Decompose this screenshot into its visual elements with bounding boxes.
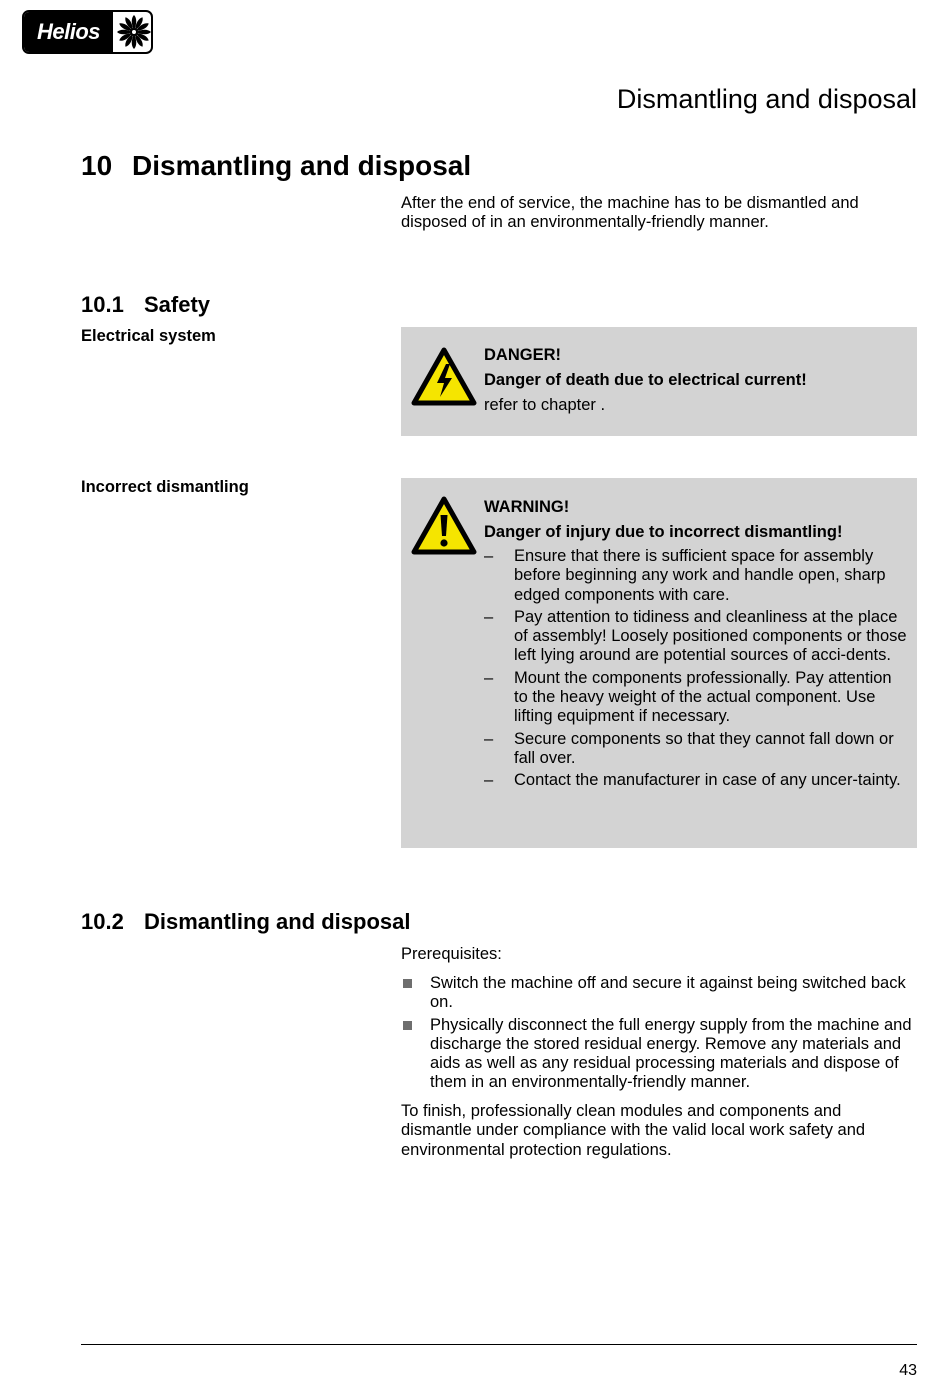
fan-icon [116,13,152,51]
section-number: 10.1 [81,292,124,317]
section-title: Safety [144,292,211,317]
electrical-system-label: Electrical system [81,327,216,345]
list-item: – Ensure that there is sufficient space for assembly before beginning any work and handle open, sharp edged components with care. [484,547,886,604]
list-item: – Mount the components professionally. Pay attention to the heavy weight of the actual component. Use lifting equipment if necessary. [484,668,892,726]
danger-headline: Danger of death due to electrical current! [484,371,807,389]
chapter-number: 10 [81,150,113,181]
square-bullet-icon [403,979,412,988]
logo-wordmark: Helios [24,12,113,52]
warning-signal-word: WARNING! [484,498,570,516]
danger-notice [401,327,917,436]
danger-signal-word: DANGER! [484,346,561,364]
warning-headline: Danger of injury due to incorrect dismantling! [484,523,843,541]
list-item: – Secure components so that they cannot fall down or fall over. [484,729,894,767]
list-item: – Pay attention to tidiness and cleanliness at the place of assembly! Loosely positioned components or those left lying around are potential sources of acci-dents. [484,607,907,665]
chapter-heading [81,150,471,182]
helios-logo [22,10,153,54]
exclamation-warning-icon [411,496,477,556]
high-voltage-warning-icon [411,347,477,407]
section-heading-safety [81,292,210,318]
prerequisites-label: Prerequisites: [401,945,502,963]
list-item: – Contact the manufacturer in case of any uncer-tainty. [484,771,901,790]
warning-instruction-list [484,547,909,791]
section-heading-dismantling [81,909,410,935]
running-header-title: Dismantling and disposal [616,84,917,114]
intro-paragraph: After the end of service, the machine has to be dismantled and disposed of in an environmentally-friendly manner. [401,194,859,232]
section-number: 10.2 [81,909,124,934]
square-bullet-icon [403,1021,412,1030]
prerequisites-list [401,974,919,1096]
incorrect-dismantling-label: Incorrect dismantling [81,478,249,496]
chapter-title: Dismantling and disposal [132,150,472,181]
closing-paragraph: To finish, professionally clean modules and components and dismantle under compliance with the valid local work safety and environmental protection regulations. [401,1102,866,1159]
page-number: 43 [899,1362,917,1379]
warning-notice [401,478,917,848]
footer-divider [81,1344,917,1345]
section-title: Dismantling and disposal [144,909,411,934]
list-item: Physically disconnect the full energy supply from the machine and discharge the stored residual energy. Remove any materials and aids as well as any residual processing materials and dispose of them in an environmentally-friendly manner. [401,1016,919,1093]
list-item: Switch the machine off and secure it against being switched back on. [401,974,919,1013]
danger-reference-text: refer to chapter . [484,396,606,414]
